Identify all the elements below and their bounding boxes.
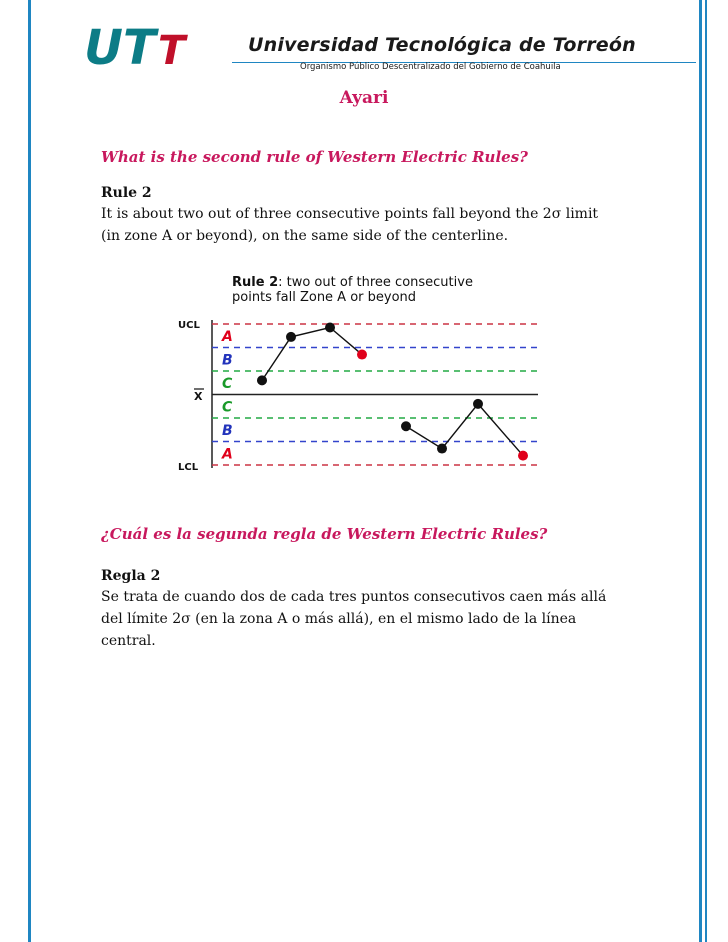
spanish-line-2: del límite 2σ (en la zona A o más allá), en el mismo lado de la línea [101, 611, 577, 627]
english-paragraph [101, 203, 661, 247]
english-line-1: It is about two out of three consecutive points fall beyond the 2σ limit [101, 206, 599, 222]
data-point-lower-4 [518, 451, 528, 461]
data-point-upper-3 [325, 323, 335, 333]
zone-label-upper-a: A [222, 328, 233, 345]
spanish-line-1: Se trata de cuando dos de cada tres puntos consecutivos caen más allá [101, 589, 607, 605]
spanish-paragraph [101, 586, 661, 652]
spanish-question: ¿Cuál es la segunda regla de Western Electric Rules? [101, 525, 548, 543]
control-chart-figure [170, 268, 550, 478]
zone-label-lower-a: A [222, 446, 233, 463]
zone-label-upper-b: B [222, 352, 233, 369]
spanish-line-3: central. [101, 633, 156, 649]
zone-label-upper-c: C [222, 375, 233, 392]
university-subtitle: Organismo Público Descentralizado del Gobierno de Coahuila [300, 62, 561, 72]
zone-label-lower-c: C [222, 399, 233, 416]
logo-letters-ut: UT [84, 20, 156, 72]
data-point-lower-1 [401, 421, 411, 431]
page-border-right [699, 0, 702, 942]
zone-label-lower-b: B [222, 422, 233, 439]
author-name: Ayari [339, 88, 389, 108]
english-rule-title: Rule 2 [101, 185, 152, 201]
lcl-label: LCL [178, 462, 199, 473]
data-point-upper-2 [286, 332, 296, 342]
english-question: What is the second rule of Western Electric Rules? [101, 148, 528, 166]
university-name: Universidad Tecnológica de Torreón [248, 34, 636, 56]
series-line-upper [262, 328, 362, 381]
page-border-right-outer [705, 0, 707, 942]
data-point-upper-4 [357, 350, 367, 360]
centerline-label: X [194, 390, 203, 403]
figure-caption-line-2: points fall Zone A or beyond [232, 290, 417, 305]
spanish-rule-title: Regla 2 [101, 568, 161, 584]
data-point-lower-2 [437, 444, 447, 454]
utt-logo [82, 20, 212, 72]
page-border-left [28, 0, 31, 942]
english-line-2: (in zone A or beyond), on the same side of the centerline. [101, 228, 509, 244]
series-line-lower [406, 404, 523, 456]
data-point-lower-3 [473, 399, 483, 409]
logo-letter-t: T [158, 28, 186, 72]
data-point-upper-1 [257, 375, 267, 385]
figure-caption-line-1: Rule 2: two out of three consecutive [232, 275, 473, 290]
ucl-label: UCL [178, 320, 200, 331]
